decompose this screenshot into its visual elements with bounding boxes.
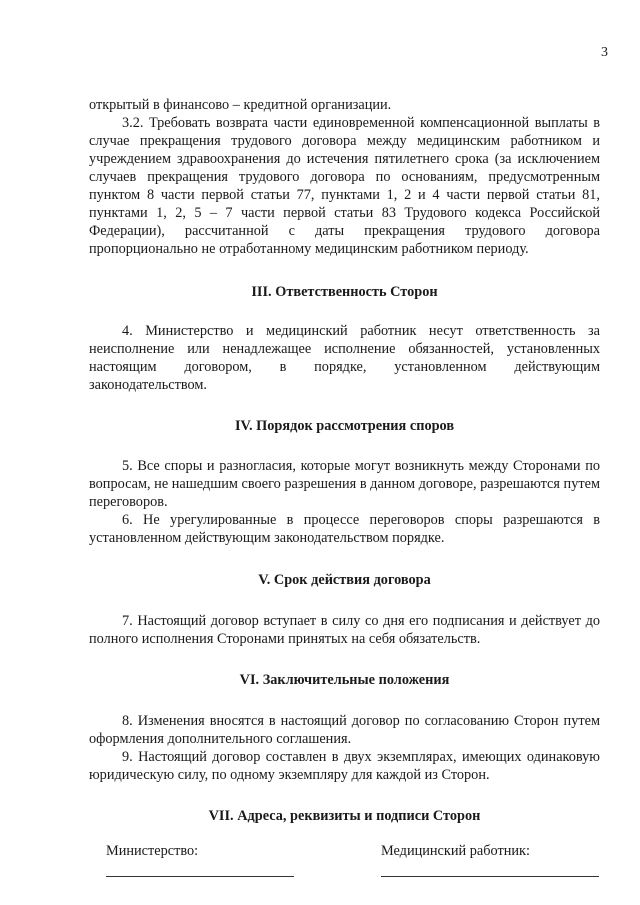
intro-line: открытый в финансово – кредитной организации. (89, 97, 392, 113)
paragraph-8: 8. Изменения вносятся в настоящий договор по согласованию Сторон путем оформления дополнительного соглашения. (89, 713, 600, 747)
paragraph-5: 5. Все споры и разногласия, которые могут возникнуть между Сторонами по вопросам, не нашедшим своего разрешения в данном договоре, разрешаются путем переговоров. (89, 458, 600, 510)
worker-label: Медицинский работник: (381, 843, 530, 859)
paragraph-4: 4. Министерство и медицинский работник несут ответственность за неисполнение или ненадлежащее исполнение обязанностей, установленных настоящим договором, в порядке, установленном действующим законодательством. (89, 323, 600, 393)
section-4-title: IV. Порядок рассмотрения споров (234, 418, 455, 434)
section-5-title: V. Срок действия договора (258, 572, 431, 588)
ministry-signature (106, 842, 296, 860)
ministry-label: Министерство: (106, 843, 199, 859)
signature-block (89, 842, 600, 902)
paragraph-6: 6. Не урегулированные в процессе переговоров споры разрешаются в установленном действующим законодательством порядке. (89, 512, 600, 546)
section-3-title: III. Ответственность Сторон (251, 284, 438, 300)
paragraph-3-2: 3.2. Требовать возврата части единовременной компенсационной выплаты в случае прекращения трудового договора между медицинским работником и учреждением здравоохранения до истечения пятилетнего срока (за исключением случаев прекращения трудового договора по основаниям, предусмотренным пунктом 8 части первой статьи 77, пунктами 1, 2 и 4 части первой статьи 81, пунктами 1, 2, 5 – 7 части первой статьи 83 Трудового кодекса Российской Федерации), рассчитанной с даты прекращения трудового договора пропорционально не отработанному медицинским работником периоду. (89, 115, 600, 257)
ministry-signature-line (106, 876, 294, 877)
document-body (89, 96, 600, 902)
page-number: 3 (601, 45, 608, 60)
paragraph-9: 9. Настоящий договор составлен в двух экземплярах, имеющих одинаковую юридическую силу, по одному экземпляру для каждой из Сторон. (89, 749, 600, 783)
section-7-title: VII. Адреса, реквизиты и подписи Сторон (208, 808, 481, 824)
worker-signature (381, 842, 601, 860)
worker-signature-line (381, 876, 599, 877)
section-6-title: VI. Заключительные положения (239, 672, 450, 688)
paragraph-7: 7. Настоящий договор вступает в силу со дня его подписания и действует до полного исполнения Сторонами принятых на себя обязательств. (89, 613, 600, 647)
